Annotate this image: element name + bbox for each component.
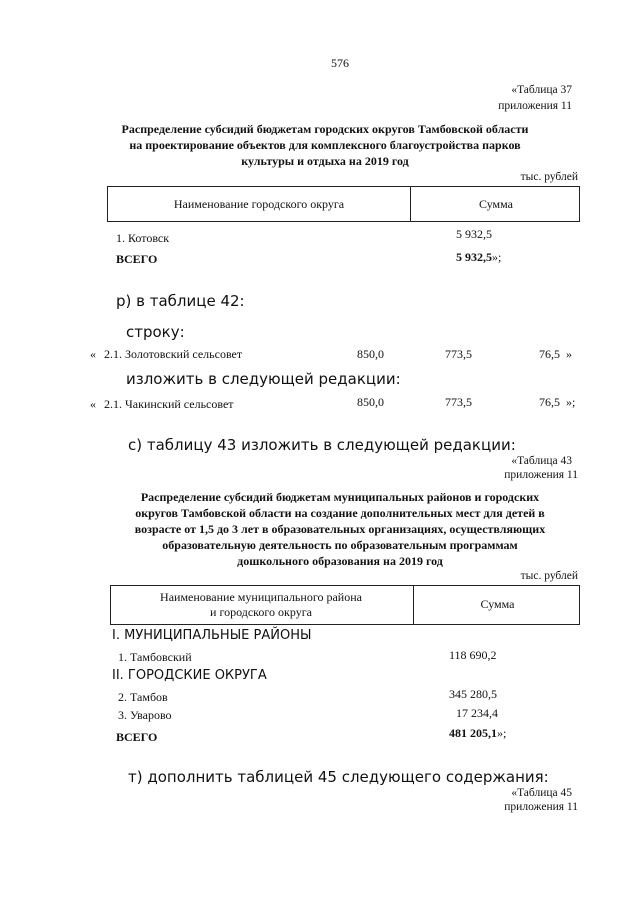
section-r-replace-text: изложить в следующей редакции: [126,370,401,388]
table43-ref-line2: приложения 11 [504,469,578,481]
table37-total-label: ВСЕГО [116,252,158,266]
table43-col-name-line1: Наименование муниципального района [160,590,362,604]
table37-row1-name: 1. Котовск [116,231,170,245]
table43-title-line2: округов Тамбовской области на создание дополнительных мест для детей в [135,506,545,520]
new-row-name: 2.1. Чакинский сельсовет [104,397,234,411]
table37-title-line2: на проектирование объектов для комплексного благоустройства парков [129,138,521,152]
table43-col-name-line2: и городского округа [210,605,312,619]
new-row-close: »; [566,395,576,409]
table43-title-line1: Распределение субсидий бюджетам муниципальных районов и городских [140,490,540,504]
section-s-heading: с) таблицу 43 изложить в следующей редакции: [128,436,516,454]
new-row-open-quote: « [90,397,96,411]
table43-row3-value: 17 234,4 [456,706,498,720]
table43-col-name [111,590,411,620]
table43-total-suffix: »; [497,726,507,740]
table43-title-line5: дошкольного образования на 2019 год [237,554,443,568]
table37-col-name: Наименование городского округа [173,197,345,211]
table43-total [449,726,506,741]
old-row-v2: 773,5 [445,347,472,361]
old-row-name: 2.1. Золотовский сельсовет [104,347,243,361]
table43-title [100,489,580,569]
new-row-v3: 76,5 [539,395,560,409]
table43-title-line3: возрасте от 1,5 до 3 лет в образовательных организациях, осуществляющих [134,522,546,536]
section-r-stroku: строку: [126,323,185,341]
table43-row2-name: 2. Тамбов [118,690,168,704]
section-r-heading: р) в таблице 42: [116,292,245,310]
table37-title-line1: Распределение субсидий бюджетам городских округов Тамбовской области [121,122,529,136]
new-row-v2: 773,5 [445,395,472,409]
table37-total-value: 5 932,5 [456,250,492,264]
table43-row2-value: 345 280,5 [449,687,497,701]
old-row-v1: 850,0 [357,347,384,361]
table37-ref-line1: «Таблица 37 [511,84,572,96]
table43-group2: II. ГОРОДСКИЕ ОКРУГА [112,668,267,683]
table43-total-label: ВСЕГО [116,730,158,744]
table37-row1-value: 5 932,5 [456,227,492,241]
table37-ref-line2: приложения 11 [498,100,572,112]
table37-units: тыс. рублей [520,171,578,183]
table43-row1-value: 118 690,2 [449,648,497,662]
table43-row1-name: 1. Тамбовский [118,650,192,664]
table37-header [107,186,580,222]
table45-ref-line1: «Таблица 45 [511,787,572,799]
table43-title-line4: образовательную деятельность по образовательным программам [162,538,518,552]
table43-row3-name: 3. Уварово [118,708,172,722]
table43-header [110,585,580,625]
table45-ref-line2: приложения 11 [504,801,578,813]
table37-col-sum: Сумма [479,197,513,211]
new-row-v1: 850,0 [357,395,384,409]
table43-units: тыс. рублей [520,570,578,582]
table43-ref-line1: «Таблица 43 [511,455,572,467]
page-number: 576 [331,56,349,70]
table37-title [100,121,550,169]
old-row-v3: 76,5 [539,347,560,361]
table43-col-sum: Сумма [480,597,515,611]
section-t-heading: т) дополнить таблицей 45 следующего содержания: [128,768,549,786]
table37-total-suffix: »; [492,250,502,264]
table37-title-line3: культуры и отдыха на 2019 год [241,154,409,168]
table37-total [456,250,501,265]
table43-total-value: 481 205,1 [449,726,497,740]
table43-group1: I. МУНИЦИПАЛЬНЫЕ РАЙОНЫ [112,628,312,643]
old-row-close: » [566,347,572,361]
old-row-open-quote: « [90,347,96,361]
